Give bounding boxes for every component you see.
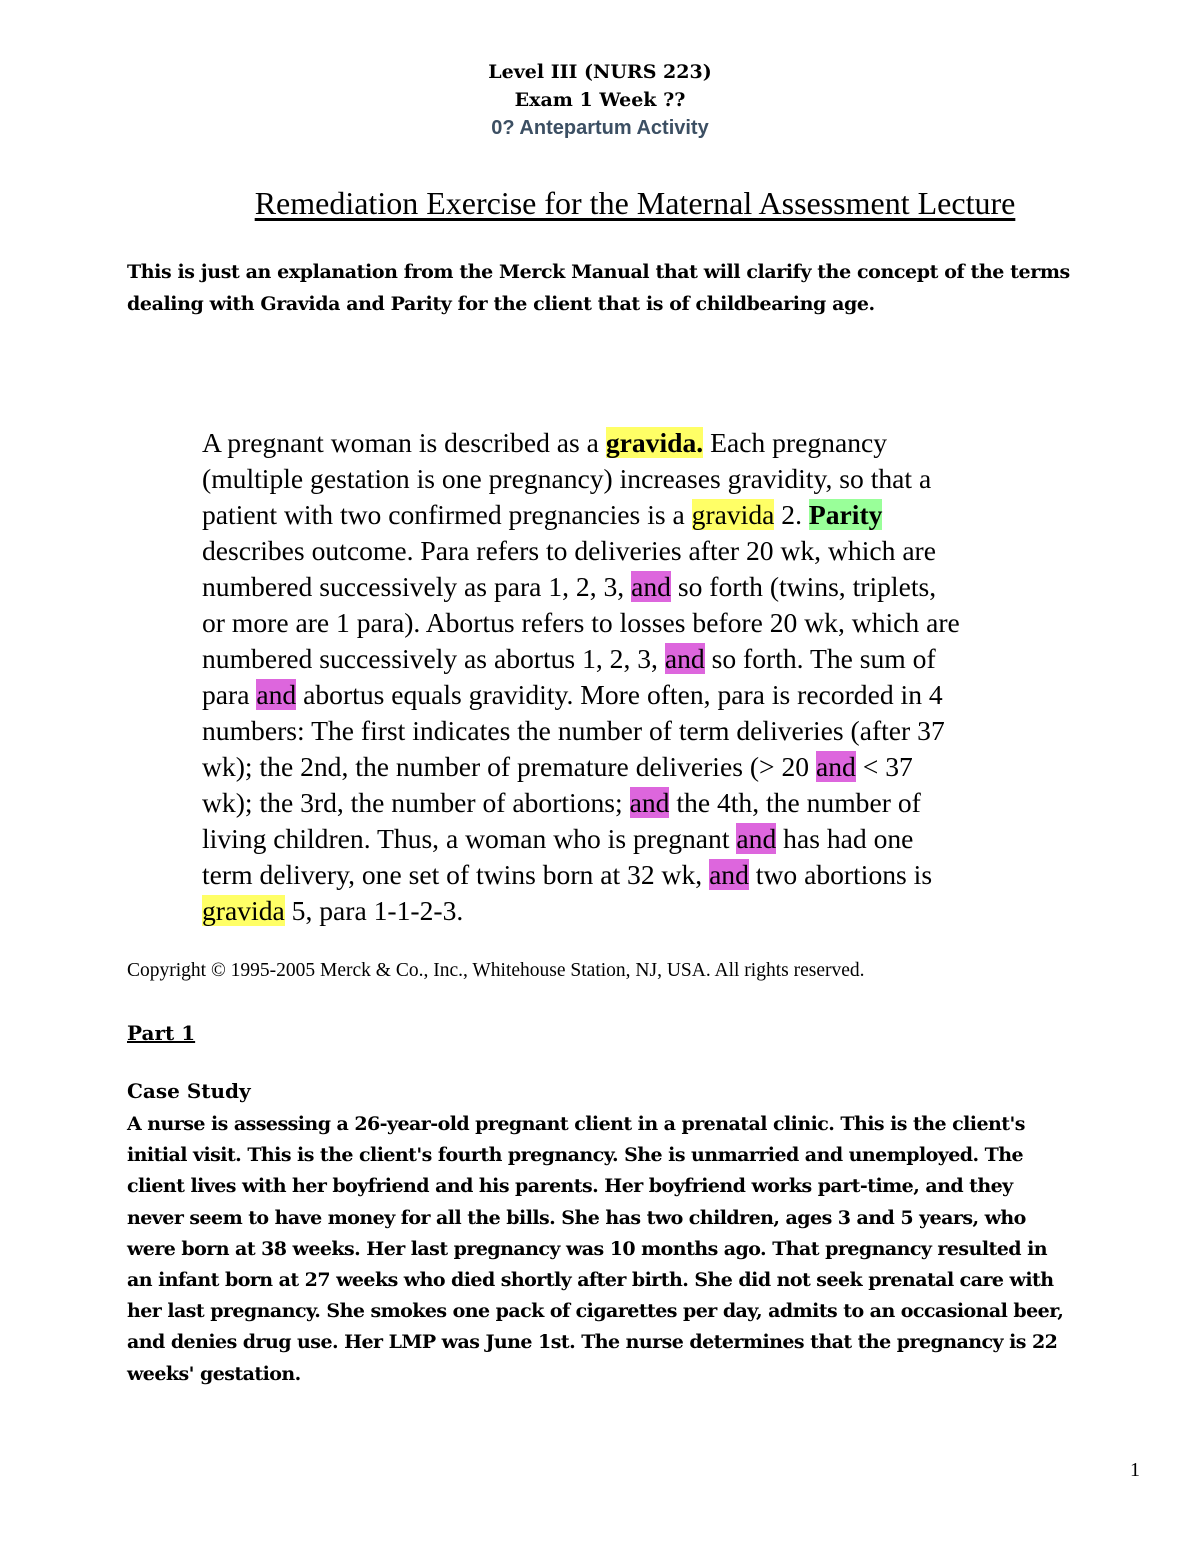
case-line: initial visit. This is the client's fourth pregnancy. She is unmarried and unemployed. The [127, 1144, 1024, 1167]
text-run: abortus equals gravidity. More often, para is recorded in 4 [296, 679, 943, 710]
text-run: A pregnant woman is described as a [202, 427, 606, 458]
highlight-parity: Parity [808, 499, 883, 530]
text-run: so forth (twins, triplets, [670, 571, 937, 602]
highlight-and: and [736, 823, 777, 854]
intro-paragraph [127, 256, 1167, 320]
text-run: so forth. The sum of [704, 643, 936, 674]
case-line: an infant born at 27 weeks who died shortly after birth. She did not seek prenatal care with [127, 1269, 1054, 1292]
highlight-and: and [631, 571, 671, 602]
text-run: the 4th, the number of [669, 787, 921, 818]
highlight-gravida: gravida. [605, 427, 704, 458]
case-study-heading: Case Study [127, 1079, 251, 1103]
highlight-and: and [256, 679, 297, 710]
text-run: numbered successively as abortus 1, 2, 3, [202, 643, 665, 674]
highlight-and: and [664, 643, 705, 674]
highlight-gravida: gravida [691, 499, 775, 530]
intro-line: dealing with Gravida and Parity for the client that is of childbearing age. [127, 293, 875, 315]
text-run: para [202, 679, 257, 710]
definition-line: (multiple gestation is one pregnancy) increases gravidity, so that a [202, 463, 932, 494]
activity-title: 0? Antepartum Activity [491, 117, 709, 139]
definition-line [202, 497, 1092, 533]
case-study-text [127, 1109, 1157, 1390]
definition-line [202, 893, 1092, 929]
copyright-notice: Copyright © 1995-2005 Merck & Co., Inc., Whitehouse Station, NJ, USA. All rights reserved. [127, 960, 865, 981]
part-heading: Part 1 [127, 1021, 196, 1045]
highlight-and: and [709, 859, 749, 890]
case-line: never seem to have money for all the bills. She has two children, ages 3 and 5 years, who [127, 1206, 1026, 1229]
definition-line [202, 749, 1092, 785]
definition-line [202, 785, 1092, 821]
text-run: < 37 [855, 751, 913, 782]
highlight-gravida: gravida [202, 895, 285, 926]
exam-week: Exam 1 Week ?? [514, 89, 686, 111]
page-number: 1 [1130, 1459, 1140, 1481]
case-line: were born at 38 weeks. Her last pregnancy was 10 months ago. That pregnancy resulted in [127, 1237, 1048, 1260]
definition-line: describes outcome. Para refers to deliveries after 20 wk, which are [202, 535, 936, 566]
text-run: term delivery, one set of twins born at 32 wk, [202, 859, 710, 890]
text-run: 2. [774, 499, 809, 530]
case-line: and denies drug use. Her LMP was June 1st. The nurse determines that the pregnancy is 22 [127, 1331, 1058, 1354]
text-run: 5, para 1-1-2-3. [284, 895, 464, 926]
highlight-and: and [816, 751, 856, 782]
definition-line: numbers: The first indicates the number of term deliveries (after 37 [202, 715, 945, 746]
merck-definition [202, 425, 1092, 929]
definition-line [202, 641, 1092, 677]
highlight-and: and [629, 787, 670, 818]
definition-line [202, 857, 1092, 893]
case-line: A nurse is assessing a 26-year-old pregnant client in a prenatal clinic. This is the client's [127, 1113, 1025, 1135]
definition-line [202, 677, 1092, 713]
definition-line [202, 425, 1092, 461]
definition-line [202, 569, 1092, 605]
case-line: weeks' gestation. [127, 1362, 301, 1385]
page-title: Remediation Exercise for the Maternal Assessment Lecture [254, 185, 1016, 221]
text-run: has had one [776, 823, 914, 854]
text-run: wk); the 3rd, the number of abortions; [202, 787, 630, 818]
text-run: Each pregnancy [703, 427, 888, 458]
case-line: her last pregnancy. She smokes one pack of cigarettes per day, admits to an occasional beer, [127, 1300, 1064, 1323]
text-run: numbered successively as para 1, 2, 3, [202, 571, 632, 602]
case-line: client lives with her boyfriend and his parents. Her boyfriend works part-time, and they [127, 1175, 1013, 1198]
intro-line: This is just an explanation from the Merck Manual that will clarify the concept of the terms [127, 261, 1070, 283]
text-run: patient with two confirmed pregnancies is a [202, 499, 692, 530]
definition-line [202, 821, 1092, 857]
course-title: Level III (NURS 223) [488, 61, 712, 83]
definition-line: or more are 1 para). Abortus refers to losses before 20 wk, which are [202, 607, 960, 638]
text-run: two abortions is [748, 859, 933, 890]
text-run: wk); the 2nd, the number of premature deliveries (> 20 [202, 751, 817, 782]
text-run: living children. Thus, a woman who is pregnant [202, 823, 737, 854]
